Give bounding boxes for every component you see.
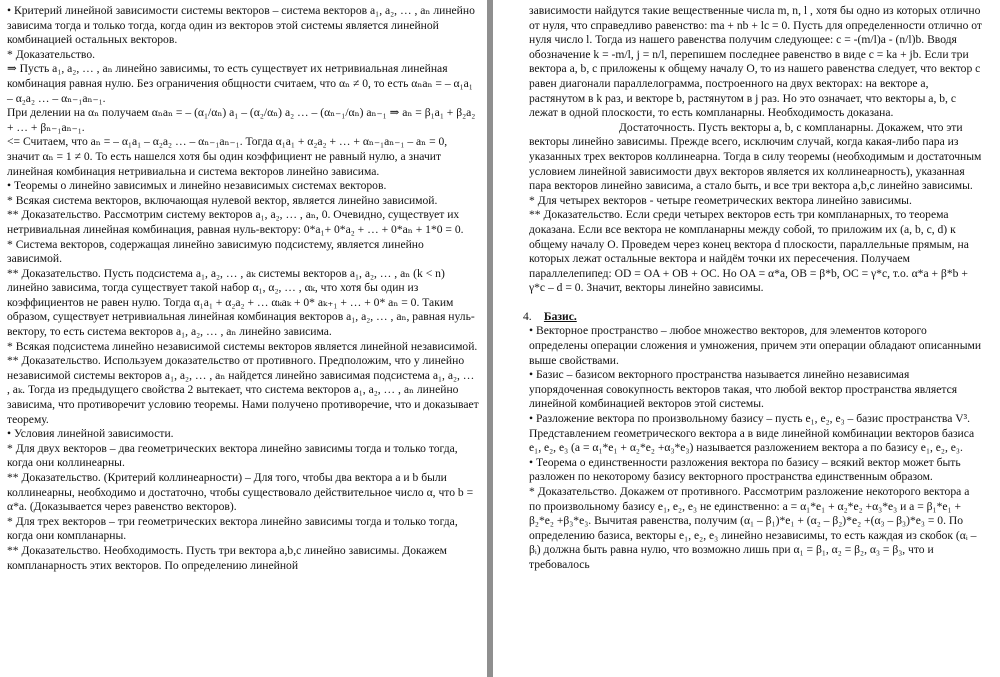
section-number: 4.: [523, 309, 532, 323]
paragraph: • Базис – базисом векторного пространства называется линейно независимая упорядоченная совокупность векторов такая, что любой вектор пространства является линейной комбинацией векторов этой системы.: [529, 368, 958, 411]
paragraph: • Разложение вектора по произвольному базису – пусть e₁, e₂, e₃ – базис пространства V³. Представлением геометрического вектора a в виде линейной комбинации векторов базиса e₁, e₂, e₃ (a = α₁*e₁ + α₂*e₂ +α₃*e₃) называется разложением вектора a по базису e₁, e₂, e₃.: [529, 412, 975, 455]
paragraph: ** Доказательство. Используем доказательство от противного. Предположим, что у линейно независимой системы векторов a₁, a₂, … , aₙ найдется линейно зависимая подсистема a₁, a₂, … , aₖ. Тогда из предыдущего свойства 2 вытекает, что система векторов a₁, a₂, … , aₙ линейно зависима, что противоречит условию теоремы. Нами получено противоречие, что и доказывает теорему.: [7, 354, 479, 426]
paragraph: • Критерий линейной зависимости системы векторов – система векторов a₁, a₂, … , aₙ линейно зависима тогда и только тогда, когда один из векторов этой системы является линейной комбинацией остальных векторов.: [7, 4, 475, 47]
paragraph: зависимости найдутся такие вещественные числа m, n, l , хотя бы одно из которых отлично от нуля, что справедливо равенство: ma + nb + lc = 0. Пусть для определенности отлично от нуля число l. Тогда из нашего равенства получим следующее: c = -(m/l)a - (n/l)b. Вводя обозначение k = -m/l, j = n/l, перепишем последнее равенство в виде c = ka + jb. Если три вектора a, b, c приложены к общему началу O, то из нашего равенства следует, что вектор c равен диагонали параллелограмма, построенного на двух векторах: на векторе a, растянутом в k раз, и векторе b, растянутом в j раз. Но это означает, что векторы a, b, c лежат в одной плоскости, то есть компланарны. Необходимость доказана.: [529, 4, 982, 120]
paragraph: * Для трех векторов – три геометрических вектора линейно зависимы тогда и только тогда, когда они компланарны.: [7, 514, 458, 543]
paragraph: <= Считаем, что aₙ = – α₁a₁ – α₂a₂ … – αₙ₋₁aₙ₋₁. Тогда α₁a₁ + α₂a₂ + … + αₙ₋₁aₙ₋₁ – aₙ = 0, значит αₙ = 1 ≠ 0. То есть нашелся хотя бы один коэффициент не равный нулю, а значит линейная комбинация нетривиальна и система векторов линейно зависима.: [7, 135, 448, 178]
paragraph: • Векторное пространство – любое множество векторов, для элементов которого определены операции сложения и умножения, причем эти операции обладают описанными выше свойствами.: [529, 324, 982, 367]
paragraph: ** Доказательство. Если среди четырех векторов есть три компланарных, то теорема доказана. Если все вектора не компланарны между собой, то приложим их (a, b, c, d) к общему началу O. Проведем через конец вектора d плоскости, параллельные прямым, на которых лежат остальные вектора и найдём точки их пересечения. Получаем параллелепипед: OD = OA + OB + OC. Но OA = α*a, OB = β*b, OC = γ*c, т.о. α*a + β*b + γ*c – d = 0. Значит, векторы линейно зависимы.: [529, 208, 969, 295]
section-title: Базис.: [543, 309, 577, 323]
paragraph: * Всякая система векторов, включающая нулевой вектор, является линейно зависимой.: [7, 193, 438, 207]
paragraph: * Доказательство. Докажем от противного. Рассмотрим разложение некоторого вектора a по произвольному базису e₁, e₂, e₃ не единственно: a = α₁*e₁ + α₂*e₂ +α₃*e₃ и a = β₁*e₁ + β₂*e₂ +β₃*e₃. Вычитая равенства, получим (α₁ – β₁)*e₁ + (α₂ – β₂)*e₂ +(α₃ – β₃)*e₃ = 0. По определению базиса, векторы e₁, e₂, e₃ линейно независимы, то есть каждая из скобок (αᵢ – βᵢ) должна быть равна нулю, что возможно лишь при α₁ = β₁, α₂ = β₂, α₃ = β₃, что и требовалось: [529, 485, 977, 571]
paragraph: ** Доказательство. (Критерий коллинеарности) – Для того, чтобы два вектора a и b были коллинеарны, необходимо и достаточно, чтобы существовало действительное число α, что b = α*a. (Доказывается через равенство векторов).: [7, 471, 474, 514]
paragraph: При делении на αₙ получаем αₙaₙ = – (α₁/αₙ) a₁ – (α₂/αₙ) a₂ … – (αₙ₋₁/αₙ) aₙ₋₁ ⇒ aₙ = β₁a₁ + β₂a₂ + … + βₙ₋₁aₙ₋₁.: [7, 106, 476, 134]
paragraph: ** Доказательство. Необходимость. Пусть три вектора a,b,c линейно зависимы. Докажем компланарность этих векторов. По определению линейной: [7, 543, 447, 572]
paragraph: * Для двух векторов – два геометрических вектора линейно зависимы тогда и только тогда, когда они коллинеарны.: [7, 441, 458, 470]
left-page: [0, 0, 487, 677]
paragraph: Достаточность. Пусть векторы a, b, c компланарны. Докажем, что эти векторы линейно зависимы. Прежде всего, исключим случай, когда какая-либо пара из указанных трех векторов коллинеарна. Тогда в силу теоремы (необходимым и достаточным условием линейной зависимости двух векторов является их коллинеарность), указанная пара векторов линейно зависима, а стало быть, и все три вектора a,b,c линейно зависимы.: [529, 120, 982, 193]
paragraph: • Условия линейной зависимости.: [7, 427, 174, 441]
paragraph: ** Доказательство. Рассмотрим систему векторов a₁, a₂, … , aₙ, 0. Очевидно, существует их нетривиальная линейная комбинация, равная нуль-вектору: 0*a₁+ 0*a₂ + … + 0*aₙ + 1*0 = 0.: [7, 208, 464, 236]
paragraph: • Теоремы о линейно зависимых и линейно независимых системах векторов.: [7, 179, 387, 193]
paragraph: * Система векторов, содержащая линейно зависимую подсистему, является линейно зависимой.: [7, 237, 424, 266]
section-heading: [523, 309, 984, 325]
paragraph: ⇒ Пусть a₁, a₂, … , aₙ линейно зависимы, то есть существует их нетривиальная линейная комбинация равная нулю. Без ограничения общности считаем, что αₙ ≠ 0, то есть αₙaₙ = – α₁a₁ – α₂a₂ … – αₙ₋₁aₙ₋₁.: [7, 62, 473, 105]
right-page: [493, 0, 1000, 677]
paragraph: ** Доказательство. Пусть подсистема a₁, a₂, … , aₖ системы векторов a₁, a₂, … , aₙ (k < n) линейно зависима, тогда существует такой набор α₁, α₂, … , αₖ, что хотя бы один из коэффициентов не равен нулю. Тогда α₁a₁ + α₂a₂ + … αₖaₖ + 0* aₖ₊₁ + … + 0* aₙ = 0. Таким образом, существует нетривиальная линейная комбинация векторов a₁, a₂, … , aₙ, равная нуль-вектору, то есть система векторов a₁, a₂, … , aₙ линейно зависима.: [7, 266, 475, 339]
paragraph: * Доказательство.: [7, 47, 96, 61]
paragraph: * Всякая подсистема линейно независимой системы векторов является линейной независимой.: [7, 339, 478, 353]
paragraph: • Теорема о единственности разложения вектора по базису – всякий вектор может быть разложен по некоторому базису векторного пространства единственным образом.: [529, 455, 961, 484]
paragraph: * Для четырех векторов - четыре геометрических вектора линейно зависимы.: [529, 193, 912, 207]
